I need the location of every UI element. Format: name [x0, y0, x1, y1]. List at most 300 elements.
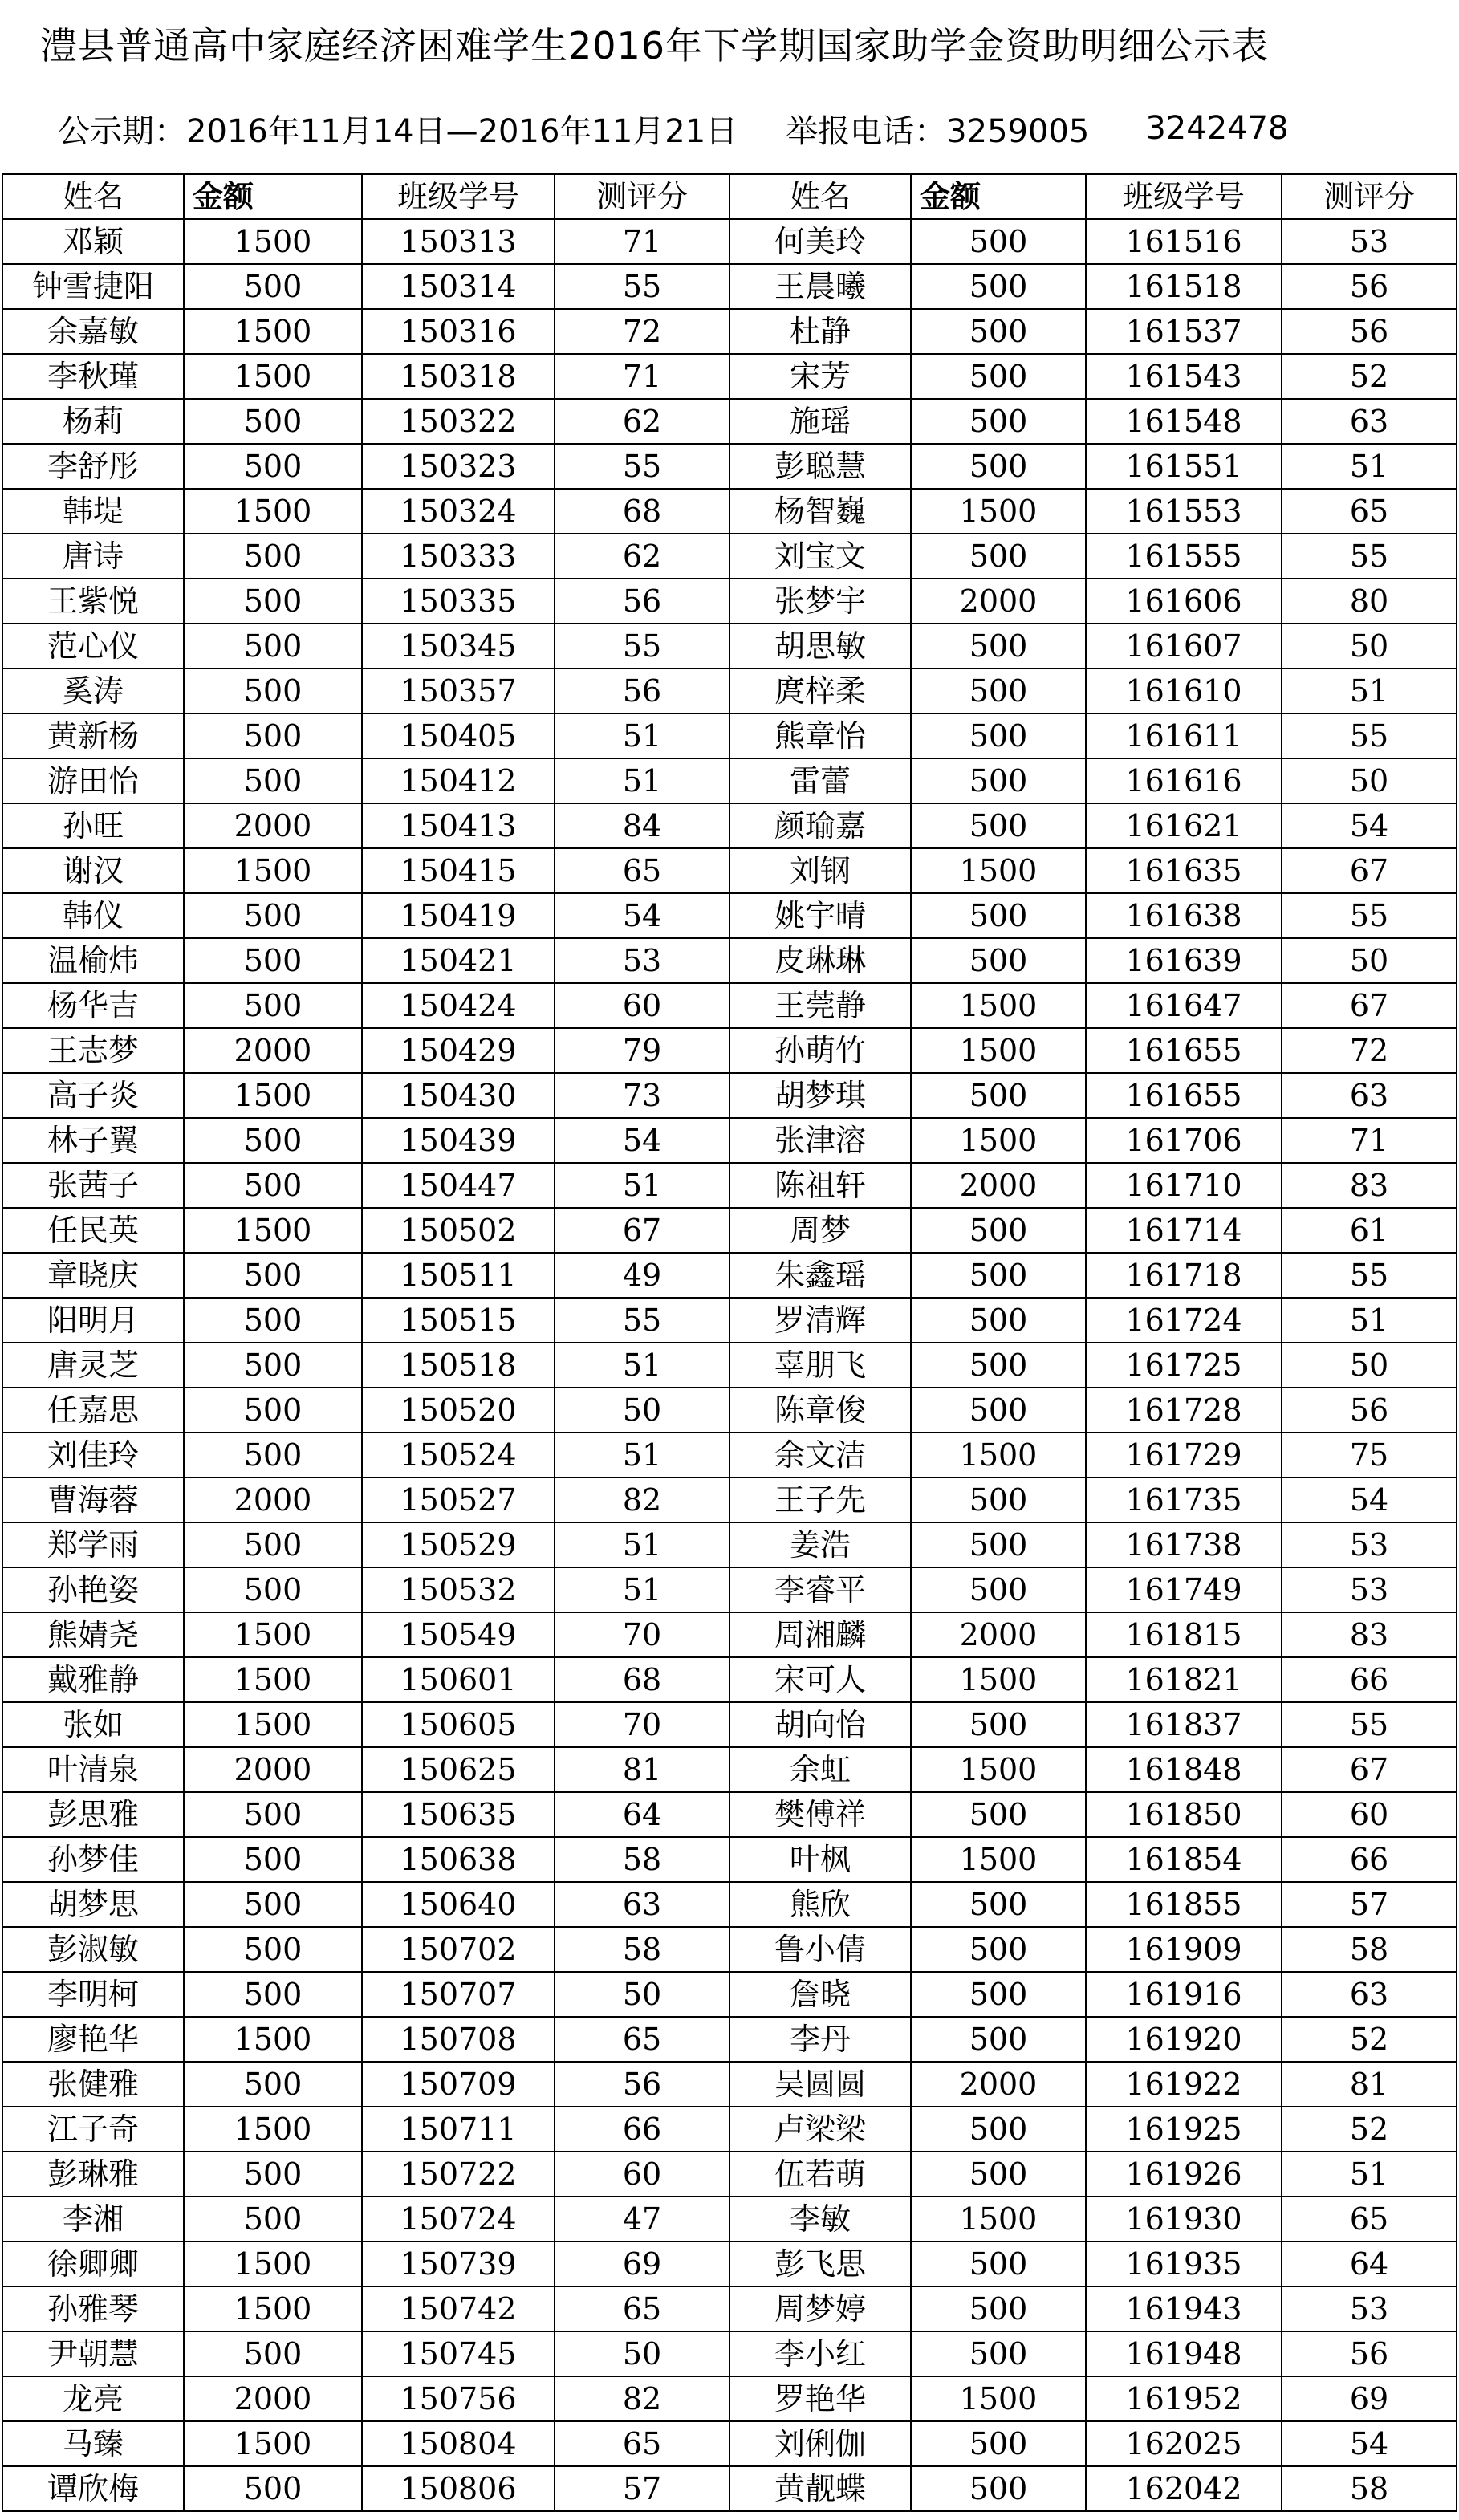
student-name: 徐卿卿: [2, 2242, 184, 2286]
evaluation-score: 82: [555, 2376, 730, 2421]
table-row: [2, 1972, 1457, 2017]
class-student-id: 162025: [1086, 2421, 1282, 2466]
student-name: 曹海蓉: [2, 1477, 184, 1522]
aid-amount: 1500: [184, 354, 362, 399]
class-student-id: 150502: [362, 1208, 555, 1253]
student-name: 韩堤: [2, 489, 184, 534]
aid-amount: 1500: [184, 2242, 362, 2286]
student-name: 叶枫: [730, 1837, 911, 1882]
class-student-id: 161638: [1086, 893, 1282, 938]
evaluation-score: 64: [1282, 2242, 1457, 2286]
student-name: 游田怡: [2, 758, 184, 803]
evaluation-score: 69: [555, 2242, 730, 2286]
evaluation-score: 47: [555, 2197, 730, 2242]
evaluation-score: 56: [1282, 309, 1457, 354]
aid-amount: 500: [911, 2331, 1086, 2376]
class-student-id: 161706: [1086, 1118, 1282, 1163]
aid-amount: 500: [911, 803, 1086, 848]
student-name: 李明柯: [2, 1972, 184, 2017]
student-name: 龙亮: [2, 2376, 184, 2421]
student-name: 任民英: [2, 1208, 184, 1253]
evaluation-score: 51: [555, 1433, 730, 1477]
evaluation-score: 83: [1282, 1163, 1457, 1208]
student-name: 李秋瑾: [2, 354, 184, 399]
student-name: 张津溶: [730, 1118, 911, 1163]
class-student-id: 150527: [362, 1477, 555, 1522]
class-student-id: 150511: [362, 1253, 555, 1298]
evaluation-score: 55: [1282, 1253, 1457, 1298]
table-row: [2, 758, 1457, 803]
student-name: 黄新杨: [2, 713, 184, 758]
class-student-id: 161926: [1086, 2152, 1282, 2197]
aid-amount: 500: [911, 1298, 1086, 1343]
student-name: 尹朝慧: [2, 2331, 184, 2376]
table-row: [2, 2466, 1457, 2511]
evaluation-score: 65: [555, 2421, 730, 2466]
evaluation-score: 60: [555, 983, 730, 1028]
aid-amount: 1500: [184, 1073, 362, 1118]
aid-amount: 500: [184, 2062, 362, 2107]
table-row: [2, 624, 1457, 669]
class-student-id: 161729: [1086, 1433, 1282, 1477]
class-student-id: 150601: [362, 1657, 555, 1702]
student-name: 皮琳琳: [730, 938, 911, 983]
table-row: [2, 444, 1457, 489]
evaluation-score: 50: [1282, 938, 1457, 983]
student-name: 彭思雅: [2, 1792, 184, 1837]
class-student-id: 150640: [362, 1882, 555, 1927]
evaluation-score: 64: [555, 1792, 730, 1837]
student-name: 李小红: [730, 2331, 911, 2376]
aid-amount: 500: [184, 1567, 362, 1612]
table-row: [2, 1118, 1457, 1163]
evaluation-score: 50: [555, 1388, 730, 1433]
student-name: 彭聪慧: [730, 444, 911, 489]
class-student-id: 150806: [362, 2466, 555, 2511]
evaluation-score: 65: [555, 848, 730, 893]
student-name: 王子先: [730, 1477, 911, 1522]
aid-amount: 500: [911, 534, 1086, 579]
aid-amount: 1500: [184, 219, 362, 264]
class-student-id: 161606: [1086, 579, 1282, 624]
class-student-id: 161837: [1086, 1702, 1282, 1747]
aid-amount: 500: [911, 1253, 1086, 1298]
student-name: 陈祖轩: [730, 1163, 911, 1208]
evaluation-score: 54: [1282, 1477, 1457, 1522]
student-name: 孙萌竹: [730, 1028, 911, 1073]
evaluation-score: 69: [1282, 2376, 1457, 2421]
document-title: 澧县普通高中家庭经济困难学生2016年下学期国家助学金资助明细公示表: [0, 0, 1459, 87]
aid-amount: 500: [184, 1972, 362, 2017]
evaluation-score: 51: [555, 713, 730, 758]
aid-amount: 1500: [911, 1657, 1086, 1702]
aid-amount: 500: [911, 669, 1086, 713]
aid-amount: 500: [184, 758, 362, 803]
aid-amount: 500: [911, 2286, 1086, 2331]
class-student-id: 150625: [362, 1747, 555, 1792]
aid-amount: 500: [184, 1343, 362, 1388]
student-name: 钟雪捷阳: [2, 264, 184, 309]
class-student-id: 161635: [1086, 848, 1282, 893]
table-row: [2, 2331, 1457, 2376]
aid-amount: 500: [184, 1792, 362, 1837]
student-name: 黄靓蝶: [730, 2466, 911, 2511]
table-row: [2, 2376, 1457, 2421]
table-row: [2, 1298, 1457, 1343]
table-row: [2, 669, 1457, 713]
evaluation-score: 50: [1282, 1343, 1457, 1388]
class-student-id: 150345: [362, 624, 555, 669]
table-row: [2, 938, 1457, 983]
aid-amount: 500: [911, 1792, 1086, 1837]
aid-amount: 500: [911, 938, 1086, 983]
aid-amount: 2000: [184, 2376, 362, 2421]
class-student-id: 161518: [1086, 264, 1282, 309]
student-name: 杨华吉: [2, 983, 184, 1028]
aid-amount: 1500: [184, 848, 362, 893]
table-header-row: [2, 174, 1457, 219]
aid-amount: 1500: [911, 1028, 1086, 1073]
evaluation-score: 63: [555, 1882, 730, 1927]
aid-table: [2, 173, 1457, 2512]
student-name: 张梦宇: [730, 579, 911, 624]
evaluation-score: 81: [1282, 2062, 1457, 2107]
evaluation-score: 51: [1282, 669, 1457, 713]
table-row: [2, 1747, 1457, 1792]
student-name: 吴圆圆: [730, 2062, 911, 2107]
table-row: [2, 1657, 1457, 1702]
aid-amount: 2000: [184, 1747, 362, 1792]
table-row: [2, 713, 1457, 758]
evaluation-score: 67: [1282, 848, 1457, 893]
evaluation-score: 58: [1282, 2466, 1457, 2511]
student-name: 奚涛: [2, 669, 184, 713]
evaluation-score: 50: [1282, 758, 1457, 803]
class-student-id: 161848: [1086, 1747, 1282, 1792]
aid-amount: 500: [911, 1522, 1086, 1567]
class-student-id: 150314: [362, 264, 555, 309]
aid-amount: 2000: [911, 1612, 1086, 1657]
student-name: 唐诗: [2, 534, 184, 579]
evaluation-score: 62: [555, 534, 730, 579]
aid-amount: 500: [184, 1927, 362, 1972]
evaluation-score: 65: [555, 2286, 730, 2331]
aid-amount: 500: [184, 579, 362, 624]
evaluation-score: 67: [1282, 1747, 1457, 1792]
aid-amount: 500: [911, 624, 1086, 669]
student-name: 任嘉思: [2, 1388, 184, 1433]
student-name: 熊欣: [730, 1882, 911, 1927]
class-student-id: 150415: [362, 848, 555, 893]
student-name: 孙梦佳: [2, 1837, 184, 1882]
table-row: [2, 1567, 1457, 1612]
student-name: 庹梓柔: [730, 669, 911, 713]
evaluation-score: 51: [555, 758, 730, 803]
student-name: 彭琳雅: [2, 2152, 184, 2197]
student-name: 胡向怡: [730, 1702, 911, 1747]
table-row: [2, 1522, 1457, 1567]
aid-amount: 500: [911, 309, 1086, 354]
class-student-id: 150711: [362, 2107, 555, 2152]
student-name: 廖艳华: [2, 2017, 184, 2062]
aid-amount: 500: [184, 1837, 362, 1882]
evaluation-score: 56: [1282, 2331, 1457, 2376]
class-student-id: 150532: [362, 1567, 555, 1612]
aid-amount: 500: [184, 1522, 362, 1567]
student-name: 施瑶: [730, 399, 911, 444]
evaluation-score: 55: [1282, 1702, 1457, 1747]
aid-amount: 500: [911, 2107, 1086, 2152]
class-student-id: 161943: [1086, 2286, 1282, 2331]
aid-amount: 500: [911, 1927, 1086, 1972]
class-student-id: 161548: [1086, 399, 1282, 444]
aid-amount: 500: [184, 1118, 362, 1163]
aid-amount: 1500: [184, 2017, 362, 2062]
student-name: 邓颖: [2, 219, 184, 264]
table-row: [2, 354, 1457, 399]
evaluation-score: 71: [555, 354, 730, 399]
evaluation-score: 66: [1282, 1837, 1457, 1882]
evaluation-score: 53: [1282, 1522, 1457, 1567]
aid-amount: 500: [911, 264, 1086, 309]
aid-amount: 1500: [911, 1837, 1086, 1882]
class-student-id: 150324: [362, 489, 555, 534]
aid-amount: 500: [911, 1388, 1086, 1433]
student-name: 雷蕾: [730, 758, 911, 803]
evaluation-score: 54: [1282, 2421, 1457, 2466]
class-student-id: 161537: [1086, 309, 1282, 354]
aid-amount: 500: [911, 1702, 1086, 1747]
evaluation-score: 53: [555, 938, 730, 983]
aid-amount: 500: [184, 534, 362, 579]
table-row: [2, 1208, 1457, 1253]
aid-amount: 500: [184, 1388, 362, 1433]
student-name: 樊傅祥: [730, 1792, 911, 1837]
evaluation-score: 56: [1282, 1388, 1457, 1433]
class-student-id: 150739: [362, 2242, 555, 2286]
student-name: 章晓庆: [2, 1253, 184, 1298]
student-name: 王紫悦: [2, 579, 184, 624]
aid-amount: 500: [184, 938, 362, 983]
aid-amount: 500: [184, 1163, 362, 1208]
aid-amount: 500: [911, 1073, 1086, 1118]
class-student-id: 161821: [1086, 1657, 1282, 1702]
evaluation-score: 81: [555, 1747, 730, 1792]
evaluation-score: 67: [555, 1208, 730, 1253]
class-student-id: 150702: [362, 1927, 555, 1972]
class-student-id: 161553: [1086, 489, 1282, 534]
student-name: 陈章俊: [730, 1388, 911, 1433]
class-student-id: 150430: [362, 1073, 555, 1118]
class-student-id: 161655: [1086, 1073, 1282, 1118]
aid-amount: 1500: [911, 983, 1086, 1028]
class-student-id: 150439: [362, 1118, 555, 1163]
aid-amount: 1500: [911, 1747, 1086, 1792]
evaluation-score: 82: [555, 1477, 730, 1522]
table-row: [2, 534, 1457, 579]
evaluation-score: 60: [555, 2152, 730, 2197]
evaluation-score: 65: [555, 2017, 730, 2062]
evaluation-score: 60: [1282, 1792, 1457, 1837]
class-student-id: 161647: [1086, 983, 1282, 1028]
student-name: 孙艳姿: [2, 1567, 184, 1612]
aid-amount: 1500: [184, 2421, 362, 2466]
student-name: 熊章怡: [730, 713, 911, 758]
aid-amount: 500: [911, 713, 1086, 758]
evaluation-score: 53: [1282, 2286, 1457, 2331]
notice-period: 公示期：2016年11月14日—2016年11月21日: [58, 112, 738, 150]
evaluation-score: 53: [1282, 1567, 1457, 1612]
evaluation-score: 72: [1282, 1028, 1457, 1073]
table-body: [2, 219, 1457, 2511]
aid-amount: 500: [184, 264, 362, 309]
class-student-id: 150322: [362, 399, 555, 444]
table-row: [2, 309, 1457, 354]
class-student-id: 161749: [1086, 1567, 1282, 1612]
table-row: [2, 1433, 1457, 1477]
table-row: [2, 1163, 1457, 1208]
table-row: [2, 2062, 1457, 2107]
aid-amount: 500: [911, 1567, 1086, 1612]
class-student-id: 150447: [362, 1163, 555, 1208]
class-student-id: 150518: [362, 1343, 555, 1388]
class-student-id: 150756: [362, 2376, 555, 2421]
class-student-id: 150804: [362, 2421, 555, 2466]
class-student-id: 161815: [1086, 1612, 1282, 1657]
aid-amount: 500: [911, 1477, 1086, 1522]
student-name: 姜浩: [730, 1522, 911, 1567]
class-student-id: 161516: [1086, 219, 1282, 264]
class-student-id: 150429: [362, 1028, 555, 1073]
table-row: [2, 2152, 1457, 2197]
class-student-id: 150515: [362, 1298, 555, 1343]
evaluation-score: 55: [1282, 534, 1457, 579]
table-row: [2, 1073, 1457, 1118]
table-row: [2, 2107, 1457, 2152]
class-student-id: 150333: [362, 534, 555, 579]
evaluation-score: 55: [1282, 713, 1457, 758]
aid-amount: 1500: [911, 489, 1086, 534]
aid-amount: 500: [184, 624, 362, 669]
student-name: 周湘麟: [730, 1612, 911, 1657]
evaluation-score: 84: [555, 803, 730, 848]
student-name: 韩仪: [2, 893, 184, 938]
student-name: 唐灵芝: [2, 1343, 184, 1388]
aid-amount: 500: [184, 399, 362, 444]
evaluation-score: 71: [555, 219, 730, 264]
aid-amount: 500: [184, 2197, 362, 2242]
table-row: [2, 264, 1457, 309]
class-student-id: 161738: [1086, 1522, 1282, 1567]
evaluation-score: 50: [555, 2331, 730, 2376]
evaluation-score: 54: [1282, 803, 1457, 848]
class-student-id: 150724: [362, 2197, 555, 2242]
class-student-id: 150722: [362, 2152, 555, 2197]
class-student-id: 150419: [362, 893, 555, 938]
aid-amount: 500: [184, 893, 362, 938]
student-name: 刘宝文: [730, 534, 911, 579]
class-student-id: 161930: [1086, 2197, 1282, 2242]
aid-amount: 2000: [911, 1163, 1086, 1208]
student-name: 周梦婷: [730, 2286, 911, 2331]
table-row: [2, 2197, 1457, 2242]
table-row: [2, 1253, 1457, 1298]
class-student-id: 161909: [1086, 1927, 1282, 1972]
student-name: 鲁小倩: [730, 1927, 911, 1972]
evaluation-score: 71: [1282, 1118, 1457, 1163]
student-name: 辜朋飞: [730, 1343, 911, 1388]
aid-amount: 2000: [184, 1477, 362, 1522]
aid-amount: 1500: [911, 2376, 1086, 2421]
table-row: [2, 489, 1457, 534]
student-name: 彭飞思: [730, 2242, 911, 2286]
evaluation-score: 65: [1282, 2197, 1457, 2242]
class-student-id: 161710: [1086, 1163, 1282, 1208]
class-student-id: 150707: [362, 1972, 555, 2017]
evaluation-score: 56: [555, 669, 730, 713]
aid-amount: 1500: [184, 1612, 362, 1657]
evaluation-score: 51: [555, 1567, 730, 1612]
table-row: [2, 2242, 1457, 2286]
class-student-id: 161655: [1086, 1028, 1282, 1073]
class-student-id: 150549: [362, 1612, 555, 1657]
header-score: 测评分: [555, 174, 730, 219]
aid-amount: 500: [911, 893, 1086, 938]
class-student-id: 150316: [362, 309, 555, 354]
aid-amount: 500: [184, 2331, 362, 2376]
class-student-id: 161916: [1086, 1972, 1282, 2017]
class-student-id: 150605: [362, 1702, 555, 1747]
evaluation-score: 55: [555, 624, 730, 669]
evaluation-score: 58: [555, 1837, 730, 1882]
aid-amount: 500: [911, 2242, 1086, 2286]
student-name: 李睿平: [730, 1567, 911, 1612]
student-name: 余虹: [730, 1747, 911, 1792]
table-row: [2, 1388, 1457, 1433]
student-name: 伍若萌: [730, 2152, 911, 2197]
class-student-id: 161854: [1086, 1837, 1282, 1882]
evaluation-score: 83: [1282, 1612, 1457, 1657]
table-row: [2, 1837, 1457, 1882]
aid-amount: 500: [184, 713, 362, 758]
student-name: 高子炎: [2, 1073, 184, 1118]
evaluation-score: 70: [555, 1612, 730, 1657]
aid-amount: 500: [184, 1253, 362, 1298]
table-row: [2, 1477, 1457, 1522]
aid-amount: 500: [184, 1298, 362, 1343]
header-name: 姓名: [2, 174, 184, 219]
class-student-id: 161935: [1086, 2242, 1282, 2286]
table-row: [2, 1702, 1457, 1747]
student-name: 马臻: [2, 2421, 184, 2466]
table-row: [2, 1927, 1457, 1972]
class-student-id: 161724: [1086, 1298, 1282, 1343]
evaluation-score: 73: [555, 1073, 730, 1118]
aid-amount: 1500: [184, 2107, 362, 2152]
class-student-id: 150708: [362, 2017, 555, 2062]
student-name: 谭欣梅: [2, 2466, 184, 2511]
table-row: [2, 848, 1457, 893]
notice-hotline-extra: 3242478: [1145, 110, 1289, 147]
student-name: 林子翼: [2, 1118, 184, 1163]
class-student-id: 150742: [362, 2286, 555, 2331]
aid-amount: 2000: [184, 803, 362, 848]
evaluation-score: 55: [555, 444, 730, 489]
student-name: 罗清辉: [730, 1298, 911, 1343]
evaluation-score: 53: [1282, 219, 1457, 264]
header-score: 测评分: [1282, 174, 1457, 219]
aid-amount: 1500: [911, 848, 1086, 893]
